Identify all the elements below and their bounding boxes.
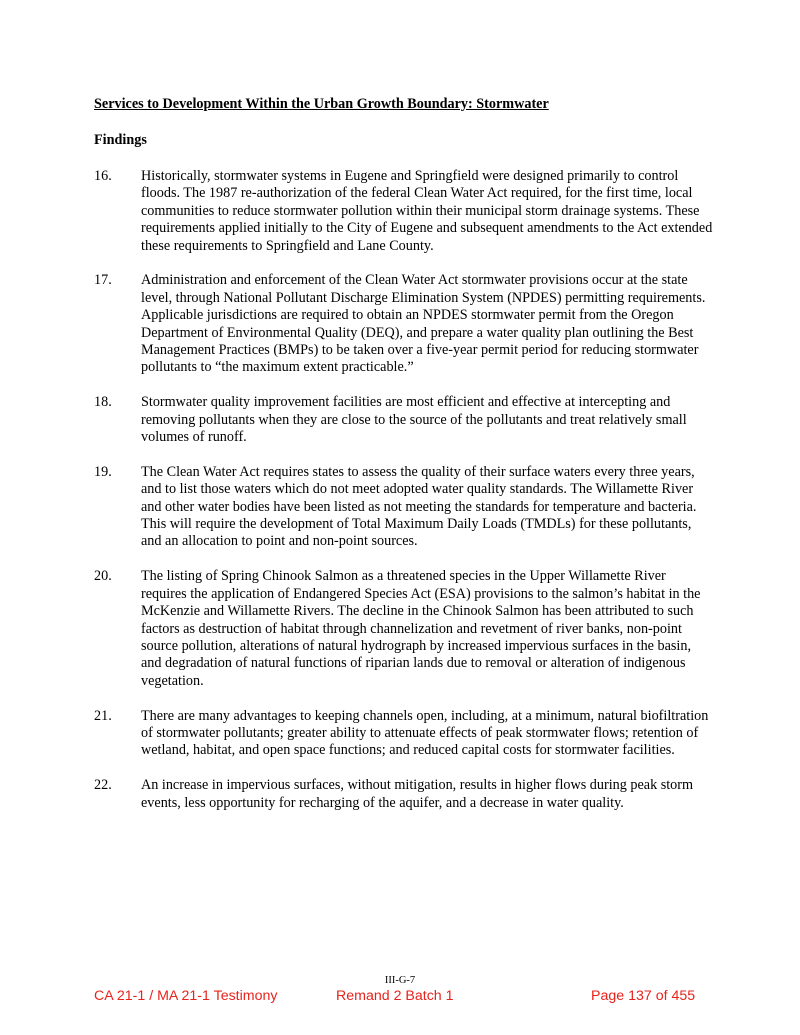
findings-list — [94, 168, 714, 829]
finding-text: An increase in impervious surfaces, without mitigation, results in higher flows during peak storm events, less opportunity for recharging of the aquifer, and a decrease in water quality. — [141, 777, 694, 811]
finding-number: 17. — [94, 272, 112, 289]
page-number: III-G-7 — [384, 975, 416, 986]
finding-item-19 — [94, 464, 714, 551]
section-heading: Services to Development Within the Urban Growth Boundary: Stormwater — [94, 96, 549, 112]
finding-item-22 — [94, 777, 714, 812]
finding-number: 20. — [94, 568, 112, 585]
finding-text: Historically, stormwater systems in Eugene and Springfield were designed primarily to control floods. The 1987 re-authorization of the federal Clean Water Act required, for the first time, local communities to reduce stormwater pollution within their municipal storm drainage systems. These requirements applied initially to the City of Eugene and subsequent amendments to the Act extended these requirements to Springfield and Lane County. — [141, 168, 713, 254]
footer-testimony-label: CA 21-1 / MA 21-1 Testimony — [94, 988, 278, 1004]
finding-item-20 — [94, 568, 714, 690]
finding-item-17 — [94, 272, 714, 376]
finding-item-16 — [94, 168, 714, 255]
finding-number: 19. — [94, 463, 112, 480]
findings-label: Findings — [94, 132, 147, 148]
finding-number: 21. — [94, 707, 112, 724]
finding-text: The listing of Spring Chinook Salmon as a threatened species in the Upper Willamette River requires the application of Endangered Species Act (ESA) provisions to the salmon’s habitat in the McKenzie and Willamette Rivers. The decline in the Chinook Salmon has been attributed to such factors as destruction of habitat through channelization and revetment of river banks, non-point source pollution, alterations of natural hydrograph by increased impervious surfaces in the basin, and degradation of natural functions of riparian lands due to removal or alteration of indigenous vegetation. — [141, 568, 701, 689]
footer-page-count: Page 137 of 455 — [591, 988, 696, 1004]
finding-text: The Clean Water Act requires states to assess the quality of their surface waters every three years, and to list those waters which do not meet adopted water quality standards. The Willamette River and other water bodies have been listed as not meeting the standards for temperature and bacteria. This will require the development of Total Maximum Daily Loads (TMDLs) for these pollutants, and an allocation to point and non-point sources. — [141, 463, 697, 550]
finding-text: Administration and enforcement of the Clean Water Act stormwater provisions occur at the state level, through National Pollutant Discharge Elimination System (NPDES) permitting requirements. Applicable jurisdictions are required to obtain an NPDES stormwater permit from the Oregon Department of Environmental Quality (DEQ), and prepare a water quality plan outlining the Best Management Practices (BMPs) to be taken over a five-year permit period for reducing stormwater pollutants to “the maximum extent practicable.” — [141, 272, 706, 376]
finding-text: Stormwater quality improvement facilities are most efficient and effective at intercepting and removing pollutants when they are close to the source of the pollutants and treat relatively small volumes of runoff. — [141, 394, 687, 446]
finding-text: There are many advantages to keeping channels open, including, at a minimum, natural biofiltration of stormwater pollutants; greater ability to attenuate effects of peak stormwater flows; retention of wetland, habitat, and open space functions; and reduced capital costs for stormwater facilities. — [141, 707, 709, 759]
finding-number: 16. — [94, 168, 112, 184]
finding-number: 22. — [94, 777, 112, 794]
finding-item-18 — [94, 394, 714, 446]
finding-item-21 — [94, 708, 714, 760]
footer-batch-label: Remand 2 Batch 1 — [336, 988, 454, 1004]
finding-number: 18. — [94, 394, 112, 411]
